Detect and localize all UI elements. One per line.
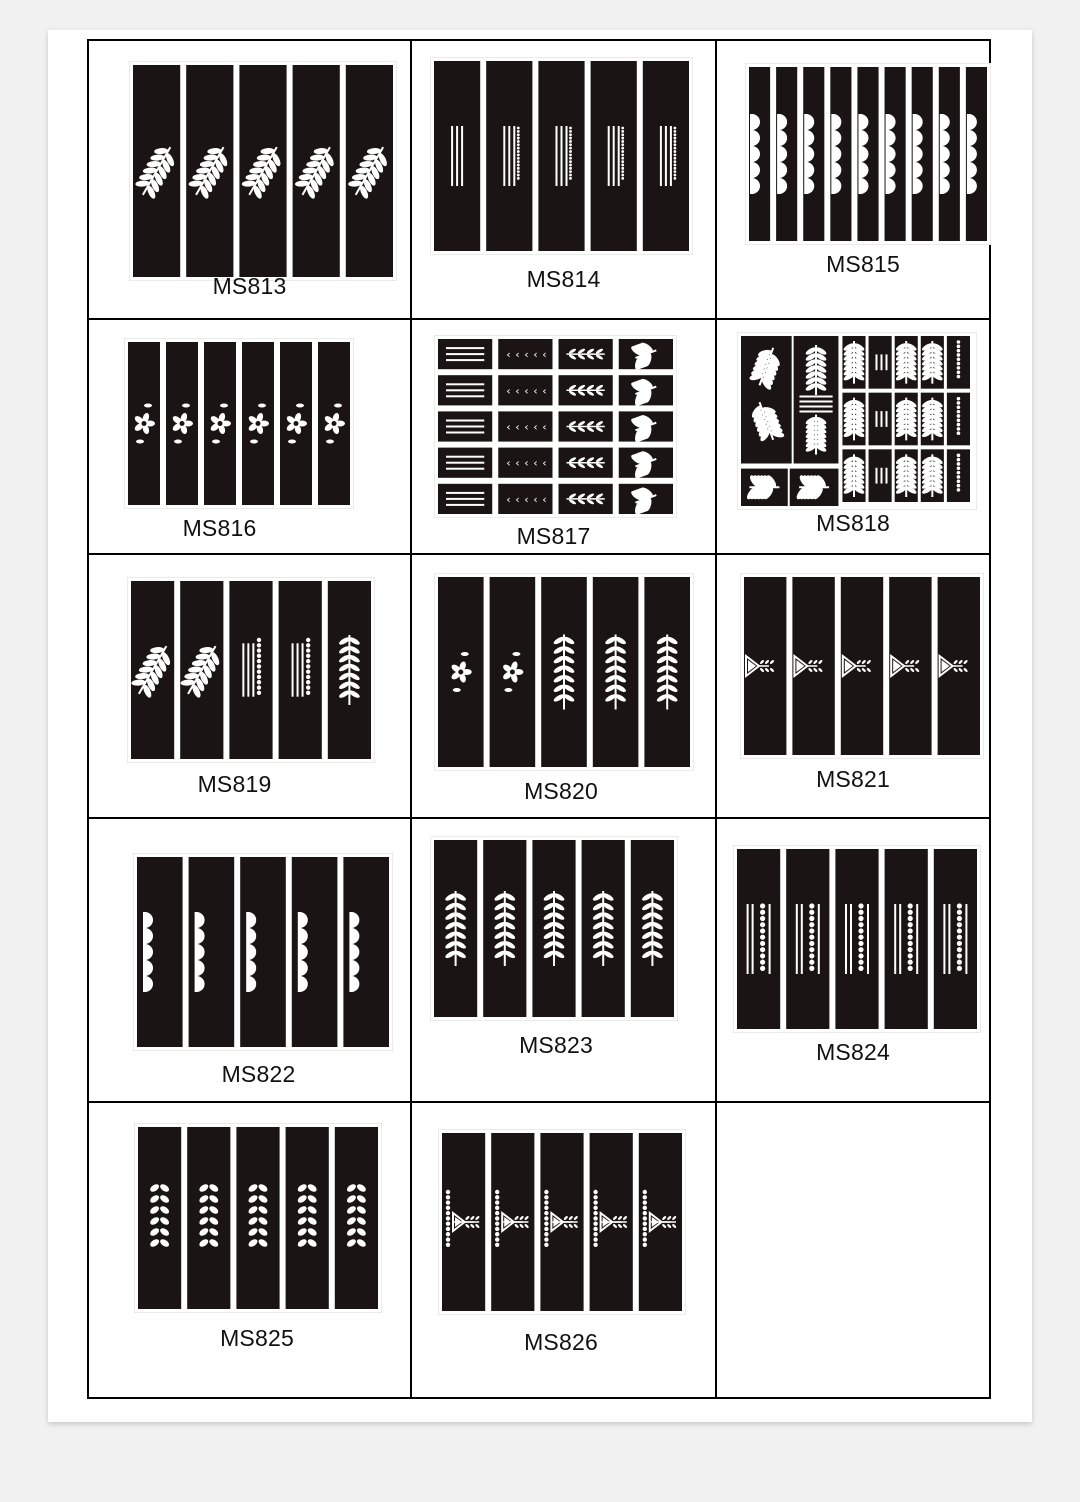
svg-text:‹: ‹ — [515, 492, 520, 506]
svg-text:‹: ‹ — [524, 492, 529, 506]
product-code: MS821 — [816, 766, 890, 792]
product-code: MS816 — [182, 515, 257, 541]
product-code: MS815 — [826, 251, 900, 277]
svg-text:‹: ‹ — [506, 492, 511, 506]
product-cell[interactable] — [717, 819, 989, 1101]
svg-text:‹: ‹ — [542, 384, 547, 398]
svg-text:‹: ‹ — [515, 456, 520, 470]
stencil-image — [430, 836, 678, 1021]
stencil-image — [430, 57, 693, 255]
svg-text:‹: ‹ — [506, 420, 511, 434]
product-code: MS822 — [221, 1061, 296, 1087]
stencil-image — [737, 332, 977, 510]
svg-text:‹: ‹ — [506, 456, 511, 470]
stencil-image — [733, 845, 981, 1033]
product-cell[interactable] — [717, 320, 989, 553]
stencil-image — [134, 1123, 382, 1313]
svg-text:‹: ‹ — [533, 492, 538, 506]
svg-text:‹: ‹ — [506, 384, 511, 398]
product-cell[interactable] — [89, 41, 410, 318]
svg-text:‹: ‹ — [533, 456, 538, 470]
stencil-image — [740, 573, 984, 759]
product-grid — [87, 39, 991, 1399]
svg-text:‹: ‹ — [542, 456, 547, 470]
catalog-sheet — [48, 30, 1032, 1422]
svg-text:‹: ‹ — [542, 348, 547, 362]
product-code: MS823 — [519, 1032, 593, 1058]
svg-text:‹: ‹ — [524, 348, 529, 362]
product-cell[interactable] — [412, 819, 715, 1101]
product-code: MS824 — [816, 1039, 890, 1065]
stencil-image — [133, 853, 393, 1051]
product-cell[interactable] — [717, 41, 989, 318]
product-cell[interactable] — [89, 555, 410, 817]
svg-text:‹: ‹ — [533, 420, 538, 434]
svg-text:‹: ‹ — [542, 420, 547, 434]
svg-text:‹: ‹ — [515, 420, 520, 434]
product-code: MS820 — [524, 778, 598, 804]
svg-text:‹: ‹ — [515, 384, 520, 398]
stencil-image — [438, 1129, 686, 1315]
stencil-image — [127, 577, 375, 763]
product-code: MS826 — [524, 1329, 598, 1355]
empty-cell — [717, 1103, 989, 1397]
svg-text:‹: ‹ — [524, 420, 529, 434]
svg-text:‹: ‹ — [533, 348, 538, 362]
product-code: MS819 — [197, 771, 272, 797]
product-code: MS818 — [816, 510, 890, 536]
product-cell[interactable] — [412, 41, 715, 318]
svg-text:‹: ‹ — [515, 348, 520, 362]
product-code: MS814 — [526, 266, 601, 292]
product-cell[interactable] — [717, 555, 989, 817]
stencil-image — [434, 335, 677, 518]
svg-text:‹: ‹ — [542, 492, 547, 506]
svg-text:‹: ‹ — [506, 348, 511, 362]
product-code: MS813 — [212, 273, 287, 299]
stencil-image — [124, 338, 354, 509]
product-cell[interactable] — [89, 1103, 410, 1397]
product-cell[interactable] — [89, 819, 410, 1101]
product-cell[interactable] — [412, 1103, 715, 1397]
svg-text:‹: ‹ — [524, 384, 529, 398]
stencil-image — [745, 63, 991, 245]
product-cell[interactable] — [412, 555, 715, 817]
product-code: MS825 — [220, 1325, 294, 1351]
product-cell[interactable] — [89, 320, 410, 553]
svg-text:‹: ‹ — [533, 384, 538, 398]
stencil-image — [434, 573, 694, 771]
stencil-image — [129, 61, 397, 281]
product-code: MS817 — [516, 523, 591, 549]
svg-text:‹: ‹ — [524, 456, 529, 470]
product-cell[interactable] — [412, 320, 715, 553]
